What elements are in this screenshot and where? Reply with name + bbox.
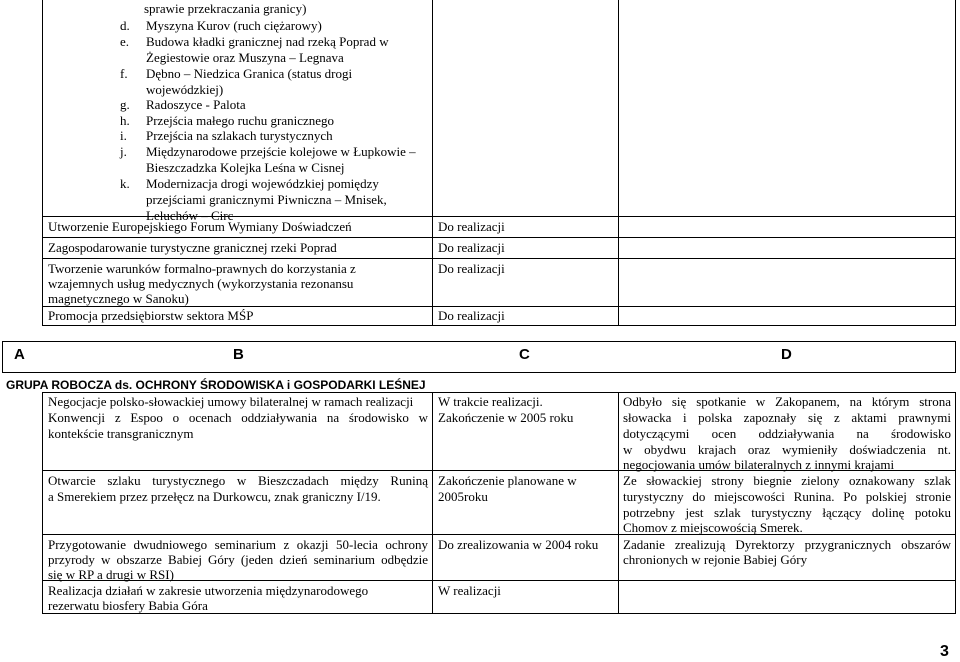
table-row-task: Promocja przedsiębiorstw sektora MŚP bbox=[48, 308, 254, 323]
remarks-line: Chomov z miejscowością Smerek. bbox=[623, 520, 803, 535]
table-row-task: Utworzenie Europejskiego Forum Wymiany Doświadczeń bbox=[48, 219, 352, 234]
header-top-line bbox=[2, 341, 956, 342]
top-table-border-left bbox=[42, 0, 43, 326]
table-row-task: magnetycznego w Sanoku) bbox=[48, 291, 189, 306]
page-number: 3 bbox=[940, 643, 949, 660]
top-table-border-right bbox=[955, 0, 956, 326]
list-item-line: Myszyna Kurov (ruch ciężarowy) bbox=[146, 18, 322, 33]
list-item-line: Przejścia małego ruchu granicznego bbox=[146, 113, 335, 128]
remarks-line: Zadanie zrealizują Dyrektorzy przygranicznych obszarów bbox=[623, 537, 951, 552]
list-item-line: Dębno – Niedzica Granica (status drogi bbox=[146, 66, 353, 81]
table-row-status: Do realizacji bbox=[438, 308, 505, 323]
top-table-row-line bbox=[42, 237, 956, 238]
top-table-bottom-line bbox=[42, 325, 956, 326]
bottom-table-bottom-line bbox=[42, 613, 956, 614]
bottom-table-top-line bbox=[42, 392, 956, 393]
task-line: Konwencji z Espoo o ocenach oddziaływania na środowisko w bbox=[48, 410, 428, 425]
header-border-left bbox=[2, 341, 3, 373]
remarks-line: słowacka i polska zapoznały się z aktami prawnymi bbox=[623, 410, 951, 425]
remarks-line: w obydwu krajach oraz wymieniły doświadczenia nt. bbox=[623, 442, 951, 457]
section-title: GRUPA ROBOCZA ds. OCHRONY ŚRODOWISKA i GOSPODARKI LEŚNEJ bbox=[6, 378, 426, 392]
list-item-line: Radoszyce - Palota bbox=[146, 97, 246, 112]
remarks-line: dotyczącymi ocen oddziaływania na środowisko bbox=[623, 426, 951, 441]
table-row-task: wzajemnych usług medycznych (wykorzystania rezonansu bbox=[48, 276, 354, 291]
bottom-table-row-line bbox=[42, 534, 956, 535]
list-marker: g. bbox=[120, 97, 130, 112]
table-row-task: Tworzenie warunków formalno-prawnych do korzystania z bbox=[48, 261, 356, 276]
top-table-row-line bbox=[42, 306, 956, 307]
table-row-task: Zagospodarowanie turystyczne granicznej rzeki Poprad bbox=[48, 240, 337, 255]
list-marker: h. bbox=[120, 113, 130, 128]
task-line: a Smerekiem przez przełęcz na Durkowcu, znak graniczny I/19. bbox=[48, 489, 381, 504]
remarks-line: Ze słowackiej strony biegnie zielony oznakowany szlak bbox=[623, 473, 951, 488]
list-item-line: Budowa kładki granicznej nad rzeką Poprad w bbox=[146, 34, 389, 49]
remarks-line: potrzebny jest szlak turystyczny łączący dolinę potoku bbox=[623, 505, 951, 520]
header-bottom-line bbox=[2, 372, 956, 373]
list-marker: e. bbox=[120, 34, 130, 49]
list-item-line: Żegiestowie oraz Muszyna – Legnava bbox=[146, 50, 344, 65]
task-line: kontekście transgranicznym bbox=[48, 426, 194, 441]
top-table-divider-1 bbox=[432, 0, 433, 326]
task-line: Przygotowanie dwudniowego seminarium z okazji 50-lecia ochrony bbox=[48, 537, 428, 552]
remarks-line: Odbyło się spotkanie w Zakopanem, na którym strona bbox=[623, 394, 951, 409]
column-header-b: B bbox=[233, 346, 244, 363]
status-line: Zakończenie planowane w bbox=[438, 473, 577, 488]
list-item-line: Międzynarodowe przejście kolejowe w Łupkowie – bbox=[146, 144, 416, 159]
table-row-status: Do realizacji bbox=[438, 219, 505, 234]
remarks-line: negocjowania umów bilateralnych z innymi krajami bbox=[623, 457, 895, 472]
remarks-line: chronionych w rejonie Babiej Góry bbox=[623, 552, 808, 567]
table-row-status: Do realizacji bbox=[438, 261, 505, 276]
task-line: się w RP a drugi w RSI) bbox=[48, 567, 174, 582]
list-item-line: Leluchów – Circ bbox=[146, 208, 234, 223]
top-table-divider-2 bbox=[618, 0, 619, 326]
list-item-line: przejściami granicznymi Piwniczna – Mnisek, bbox=[146, 192, 387, 207]
task-line: Otwarcie szlaku turystycznego w Bieszczadach między Runiną bbox=[48, 473, 428, 488]
status-line: Zakończenie w 2005 roku bbox=[438, 410, 574, 425]
column-header-a: A bbox=[14, 346, 25, 363]
list-item-line: Bieszczadzka Kolejka Leśna w Cisnej bbox=[146, 160, 345, 175]
bottom-table-row-line bbox=[42, 580, 956, 581]
list-marker: f. bbox=[120, 66, 128, 81]
intro-line: sprawie przekraczania granicy) bbox=[144, 1, 307, 16]
task-line: Negocjacje polsko-słowackiej umowy bilateralnej w ramach realizacji bbox=[48, 394, 414, 409]
table-row-status: Do realizacji bbox=[438, 240, 505, 255]
list-marker: j. bbox=[120, 144, 127, 159]
status-line: W realizacji bbox=[438, 583, 501, 598]
list-marker: k. bbox=[120, 176, 130, 191]
status-line: 2005roku bbox=[438, 489, 488, 504]
remarks-line: turystyczny do miejscowości Runina. Po polskiej stronie bbox=[623, 489, 951, 504]
list-marker: i. bbox=[120, 128, 127, 143]
header-border-right bbox=[955, 341, 956, 373]
top-table-row-line bbox=[42, 258, 956, 259]
list-item-line: Modernizacja drogi wojewódzkiej pomiędzy bbox=[146, 176, 379, 191]
status-line: Do zrealizowania w 2004 roku bbox=[438, 537, 599, 552]
task-line: Realizacja działań w zakresie utworzenia międzynarodowego bbox=[48, 583, 369, 598]
column-header-d: D bbox=[781, 346, 792, 363]
task-line: rezerwatu biosfery Babia Góra bbox=[48, 598, 208, 613]
column-header-c: C bbox=[519, 346, 530, 363]
list-item-line: Przejścia na szlakach turystycznych bbox=[146, 128, 333, 143]
task-line: przyrody w obszarze Babiej Góry (jeden dzień seminarium odbędzie bbox=[48, 552, 428, 567]
list-marker: d. bbox=[120, 18, 130, 33]
status-line: W trakcie realizacji. bbox=[438, 394, 543, 409]
list-item-line: wojewódzkiej) bbox=[146, 82, 224, 97]
